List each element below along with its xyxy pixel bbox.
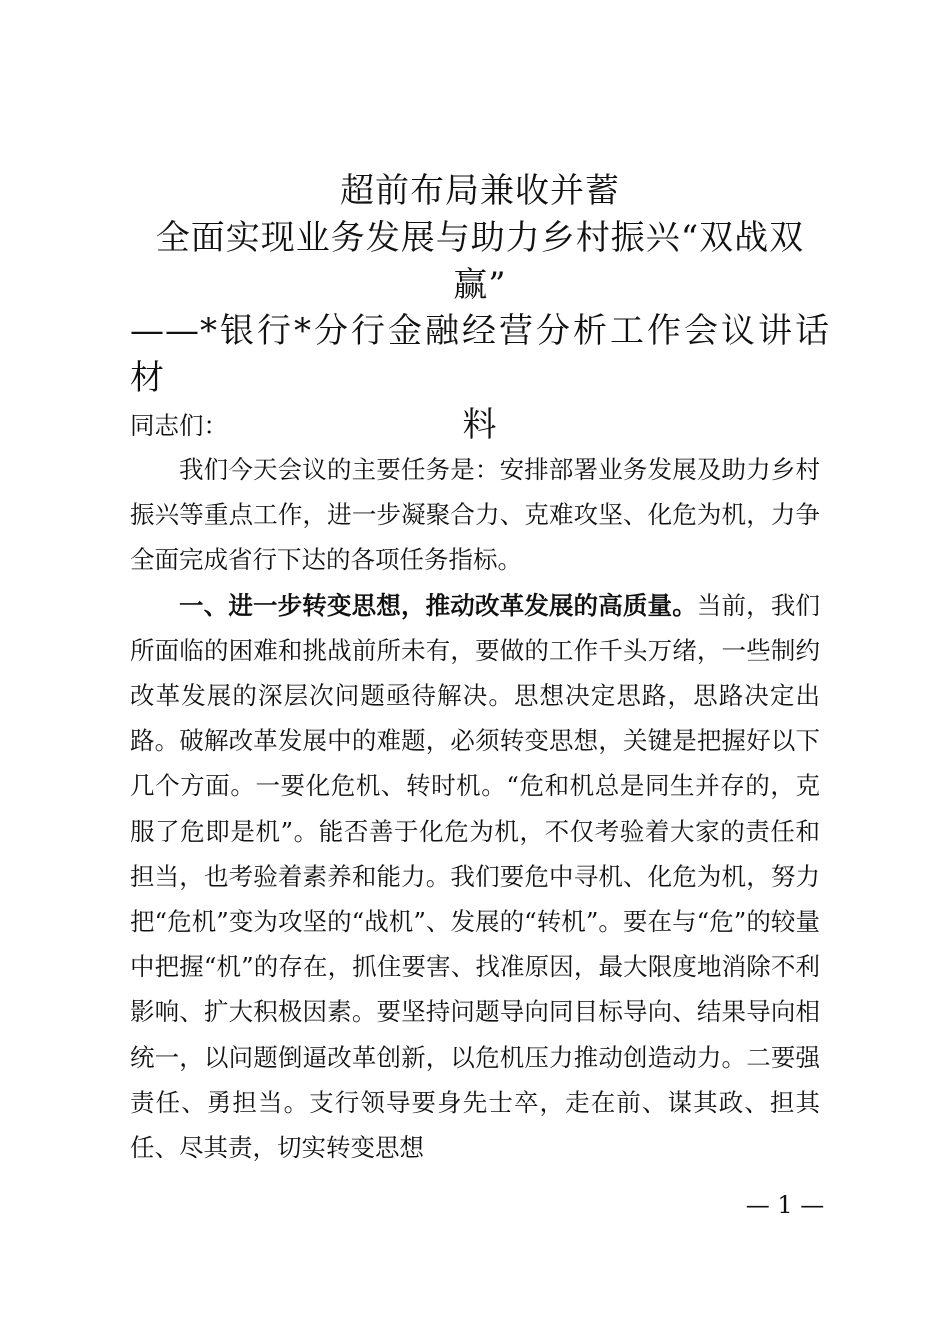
section-1-text: 当前，我们所面临的困难和挑战前所未有，要做的工作千头万绪，一些制约改革发展的深层次问题亟待解决。思想决定思路，思路决定出路。破解改革发展中的难题，必须转变思想，关键是把握好以下几个方面。一要化危机、转时机。“危和机总是同生并存的，克服了危即是机”。能否善于化危为机，不仅考验着大家的责任和担当，也考验着素养和能力。我们要危中寻机、化危为机，努力把“危机”变为攻坚的“战机”、发展的“转机”。要在与“危”的较量中把握“机”的存在，抓住要害、找准原因，最大限度地消除不利影响、扩大积极因素。要坚持问题导向同目标导向、结果导向相统一，以问题倒逼改革创新，以危机压力推动创造动力。二要强责任、勇担当。支行领导要身先士卒，走在前、谋其政、担其任、尽其责，切实转变思想 [130,590,820,1163]
subtitle-line-2: 料 [462,405,498,445]
page-number: — 1 — [745,1191,825,1219]
section-1-paragraph [130,583,820,1171]
title-line-1: 超前布局兼收并蓄 [340,171,620,211]
title-line-3: 赢” [453,265,507,305]
intro-paragraph: 我们今天会议的主要任务是：安排部署业务发展及助力乡村振兴等重点工作，进一步凝聚合力、克难攻坚、化危为机，力争全面完成省行下达的各项任务指标。 [130,455,820,575]
document-title [120,168,840,309]
title-line-2: 全面实现业务发展与助力乡村振兴“双战双 [155,218,805,258]
subtitle-line-1: ——*银行*分行金融经营分析工作会议讲话材 [130,311,830,398]
document-body [130,403,820,1170]
section-1-heading: 一、进一步转变思想，推动改革发展的高质量。 [179,590,697,620]
salutation: 同志们： [130,411,228,440]
